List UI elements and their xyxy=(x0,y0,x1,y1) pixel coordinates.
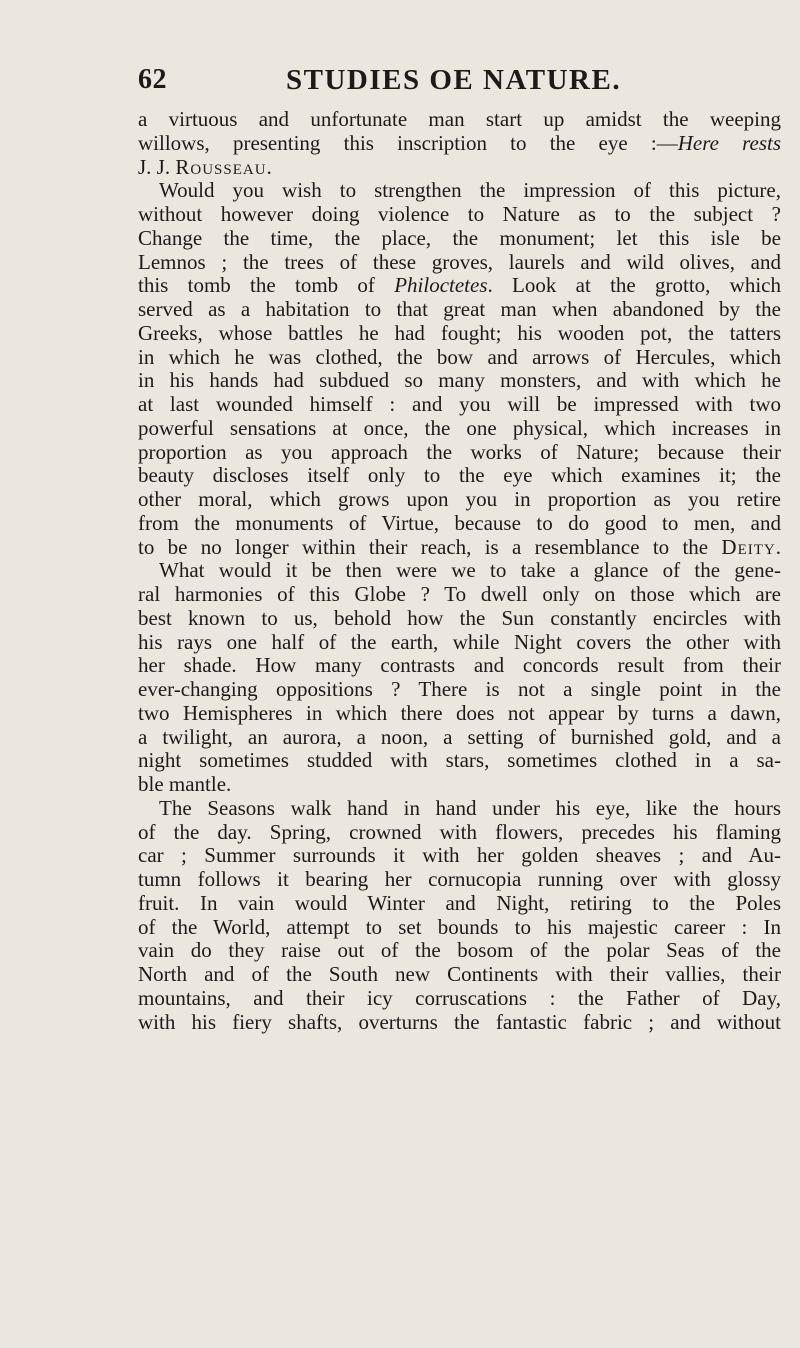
text-run: fruit. In vain would Winter and Night, retiring to the Poles xyxy=(138,890,781,915)
text-run: vain do they raise out of the bosom of the polar Seas of the xyxy=(138,938,781,963)
text-line xyxy=(138,583,781,607)
text-run: . xyxy=(775,534,781,559)
text-run: beauty discloses itself only to the eye which examines it; the xyxy=(138,463,781,488)
text-run: of the day. Spring, crowned with flowers, precedes his flaming xyxy=(138,819,781,844)
text-run: ral harmonies of this Globe ? To dwell only on those which are xyxy=(138,582,781,606)
text-line xyxy=(138,963,781,987)
text-run: served as a habitation to that great man when abandoned by the xyxy=(138,297,781,321)
text-line xyxy=(138,1011,781,1035)
text-line xyxy=(138,749,781,773)
small-caps-text: Deity xyxy=(721,534,776,559)
text-run: ever-changing oppositions ? There is not a single point in the xyxy=(138,677,781,701)
text-line xyxy=(138,773,781,797)
text-run: willows, presenting this inscription to the eye :— xyxy=(138,130,678,155)
text-run: her shade. How many contrasts and concords result from their xyxy=(138,653,781,678)
text-run: his rays one half of the earth, while Night covers the other with xyxy=(138,629,781,654)
text-line xyxy=(138,274,781,298)
text-line xyxy=(138,939,781,963)
text-line xyxy=(138,536,781,560)
text-line xyxy=(138,631,781,655)
text-run: in which he was clothed, the bow and arrows of Hercules, which xyxy=(138,344,781,369)
italic-text: Here rests xyxy=(677,130,781,155)
text-run: mountains, and their icy corruscations : the Father of Day, xyxy=(138,985,781,1010)
text-line xyxy=(138,726,781,750)
body-text xyxy=(138,108,781,1308)
text-line xyxy=(138,346,781,370)
text-line xyxy=(138,821,781,845)
text-run: tumn follows it bearing her cornucopia running over with glossy xyxy=(138,867,781,891)
text-line xyxy=(138,464,781,488)
text-run: with his fiery shafts, overturns the fantastic fabric ; and without xyxy=(138,1009,781,1034)
text-line xyxy=(138,678,781,702)
text-line xyxy=(138,227,781,251)
text-run: ble mantle. xyxy=(138,772,232,796)
text-run: this tomb the tomb of xyxy=(138,273,395,298)
text-run: The Seasons walk hand in hand under his eye, like the hours xyxy=(159,795,781,820)
text-run: . Look at the grotto, which xyxy=(487,273,781,298)
text-run: without however doing violence to Nature as to the subject ? xyxy=(138,202,781,226)
text-run: . xyxy=(266,154,272,179)
text-line xyxy=(138,156,781,180)
text-line xyxy=(138,654,781,678)
text-run: to be no longer within their reach, is a resemblance to the xyxy=(138,534,722,559)
text-run: two Hemispheres in which there does not appear by turns a dawn, xyxy=(138,700,781,725)
text-line xyxy=(138,607,781,631)
text-run: a virtuous and unfortunate man start up amidst the weeping xyxy=(138,108,781,131)
text-run: other moral, which grows upon you in proportion as you retire xyxy=(138,487,781,511)
text-run: in his hands had subdued so many monsters, and with which he xyxy=(138,368,781,393)
text-run: North and of the South new Continents with their vallies, their xyxy=(138,962,781,986)
text-run: Would you wish to strengthen the impression of this picture, xyxy=(159,178,781,203)
text-line xyxy=(138,702,781,726)
text-line xyxy=(138,512,781,536)
text-run: Change the time, the place, the monument; let this isle be xyxy=(138,225,781,250)
text-run: proportion as you approach the works of Nature; because their xyxy=(138,439,781,464)
text-line xyxy=(138,844,781,868)
page-number: 62 xyxy=(138,64,167,95)
running-head xyxy=(138,64,781,98)
text-line xyxy=(138,797,781,821)
text-line xyxy=(138,488,781,512)
text-run: a twilight, an aurora, a noon, a setting of burnished gold, and a xyxy=(138,724,781,749)
text-run: of the World, attempt to set bounds to his majestic career : In xyxy=(138,914,781,939)
text-line xyxy=(138,179,781,203)
text-run: powerful sensations at once, the one physical, which increases in xyxy=(138,415,781,440)
text-run: Lemnos ; the trees of these groves, laurels and wild olives, and xyxy=(138,249,781,274)
italic-text: Philoctetes xyxy=(394,273,488,298)
text-line xyxy=(138,132,781,156)
text-run: What would it be then were we to take a glance of the gene- xyxy=(159,558,781,583)
text-run: at last wounded himself : and you will be impressed with two xyxy=(138,392,781,416)
text-run: night sometimes studded with stars, sometimes clothed in a sa- xyxy=(138,748,781,773)
text-line xyxy=(138,322,781,346)
text-line xyxy=(138,868,781,892)
text-line xyxy=(138,892,781,916)
text-run: best known to us, behold how the Sun constantly encircles with xyxy=(138,605,781,630)
text-line xyxy=(138,441,781,465)
text-line xyxy=(138,369,781,393)
text-line xyxy=(138,108,781,132)
running-title: STUDIES OE NATURE. xyxy=(286,64,622,96)
text-run: car ; Summer surrounds it with her golden sheaves ; and Au- xyxy=(138,843,781,868)
text-run: J. J. xyxy=(138,154,176,179)
text-run: Greeks, whose battles he had fought; his wooden pot, the tatters xyxy=(138,320,781,345)
small-caps-text: Rousseau xyxy=(175,154,267,179)
text-run: from the monuments of Virtue, because to do good to men, and xyxy=(138,510,781,535)
text-line xyxy=(138,417,781,441)
text-line xyxy=(138,298,781,322)
text-line xyxy=(138,916,781,940)
text-line xyxy=(138,251,781,275)
text-line xyxy=(138,203,781,227)
text-line xyxy=(138,987,781,1011)
text-line xyxy=(138,393,781,417)
text-line xyxy=(138,559,781,583)
